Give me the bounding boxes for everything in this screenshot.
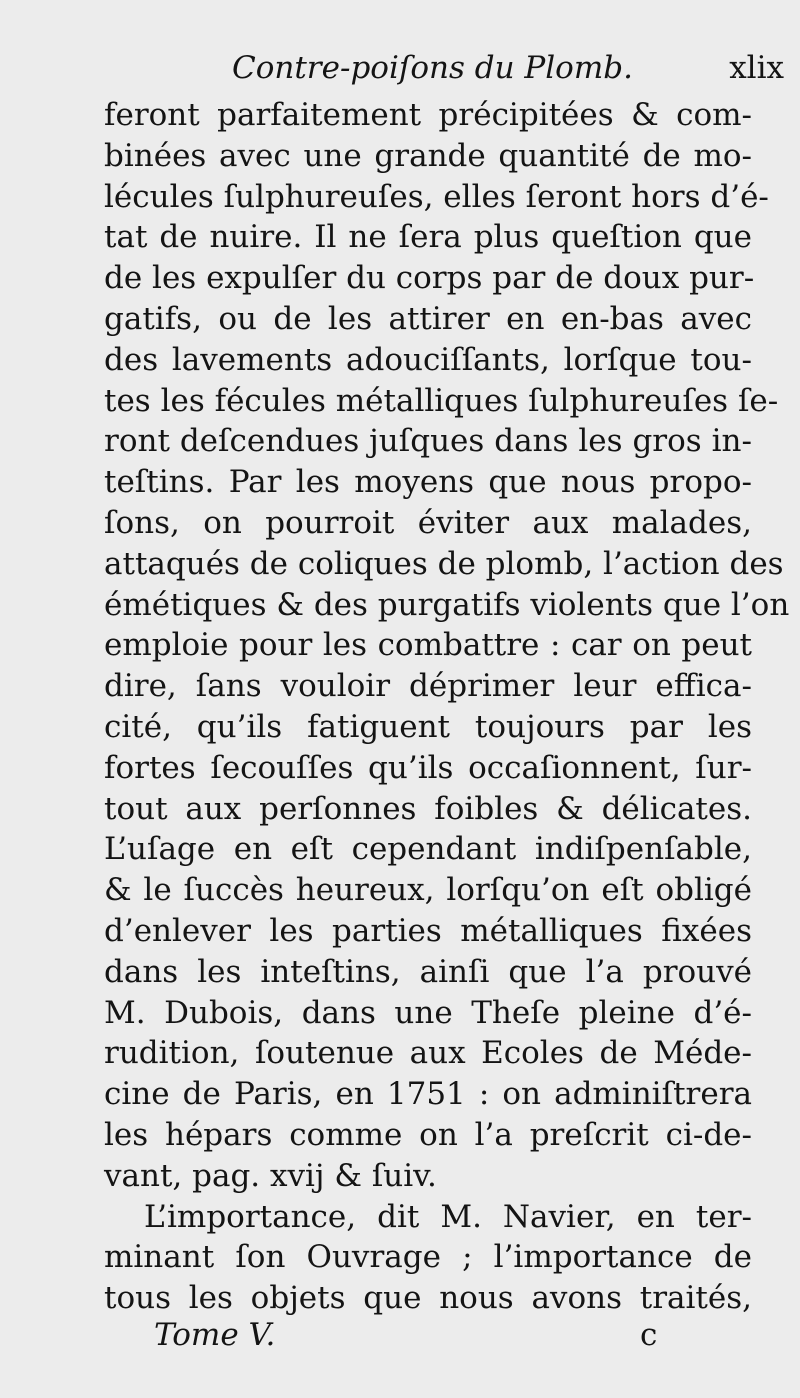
text-line: & le ſuccès heureux, lorſqu’on eſt obligé: [104, 872, 752, 909]
signature-mark: c: [640, 1317, 658, 1353]
running-title: Contre-poiſons du Plomb.: [232, 50, 633, 86]
text-line: L’uſage en eſt cependant indiſpenſable,: [104, 831, 752, 868]
text-line: fortes ſecouſſes qu’ils occaſionnent, ſur-: [104, 749, 752, 786]
text-line: de les expulſer du corps par de doux pur-: [104, 260, 755, 297]
text-line: binées avec une grande quantité de mo-: [104, 137, 752, 174]
page-header: [104, 46, 784, 92]
text-line: attaqués de coliques de plomb, l’action des: [104, 545, 784, 582]
text-line: emploie pour les combattre : car on peut: [104, 627, 752, 664]
text-line: émétiques & des purgatifs violents que l’on: [104, 586, 790, 623]
text-line: tout aux perſonnes foibles & délicates.: [104, 790, 752, 827]
page-number: xlix: [729, 50, 784, 86]
text-line: lécules ſulphureuſes, elles ſeront hors d’é-: [104, 178, 769, 215]
page-footer: [104, 1313, 752, 1357]
text-line: ront deſcendues juſques dans les gros in-: [104, 423, 752, 460]
text-line: tes les fécules métalliques ſulphureuſes ſe-: [104, 382, 779, 419]
text-line: les hépars comme on l’a preſcrit ci-de-: [104, 1116, 752, 1153]
text-line: L’importance, dit M. Navier, en ter-: [144, 1198, 752, 1235]
text-line: dire, ſans vouloir déprimer leur effica-: [104, 668, 752, 705]
text-line: des lavements adouciſſants, lorſque tou-: [104, 341, 752, 378]
text-line: minant ſon Ouvrage ; l’importance de: [104, 1239, 752, 1276]
volume-marker: Tome V.: [154, 1317, 276, 1353]
text-line: gatifs, ou de les attirer en en-bas avec: [104, 300, 752, 337]
text-line: teſtins. Par les moyens que nous propo-: [104, 464, 752, 501]
text-line: cine de Paris, en 1751 : on adminiſtrera: [104, 1076, 752, 1113]
text-line: d’enlever les parties métalliques fixées: [104, 912, 752, 949]
text-line: ſons, on pourroit éviter aux malades,: [104, 504, 752, 541]
body-text: [104, 95, 790, 1319]
text-line: rudition, ſoutenue aux Ecoles de Méde-: [104, 1035, 752, 1072]
text-line: tat de nuire. Il ne ſera plus queſtion que: [104, 219, 752, 256]
text-line: dans les inteſtins, ainſi que l’a prouvé: [104, 953, 752, 990]
text-line: M. Dubois, dans une Theſe pleine d’é-: [104, 994, 752, 1031]
text-line: cité, qu’ils fatiguent toujours par les: [104, 708, 752, 745]
text-line: tous les objets que nous avons traités,: [104, 1280, 752, 1317]
text-line: vant, pag. xvij & ſuiv.: [104, 1157, 437, 1194]
text-line: feront parfaitement précipitées & com-: [104, 97, 752, 133]
